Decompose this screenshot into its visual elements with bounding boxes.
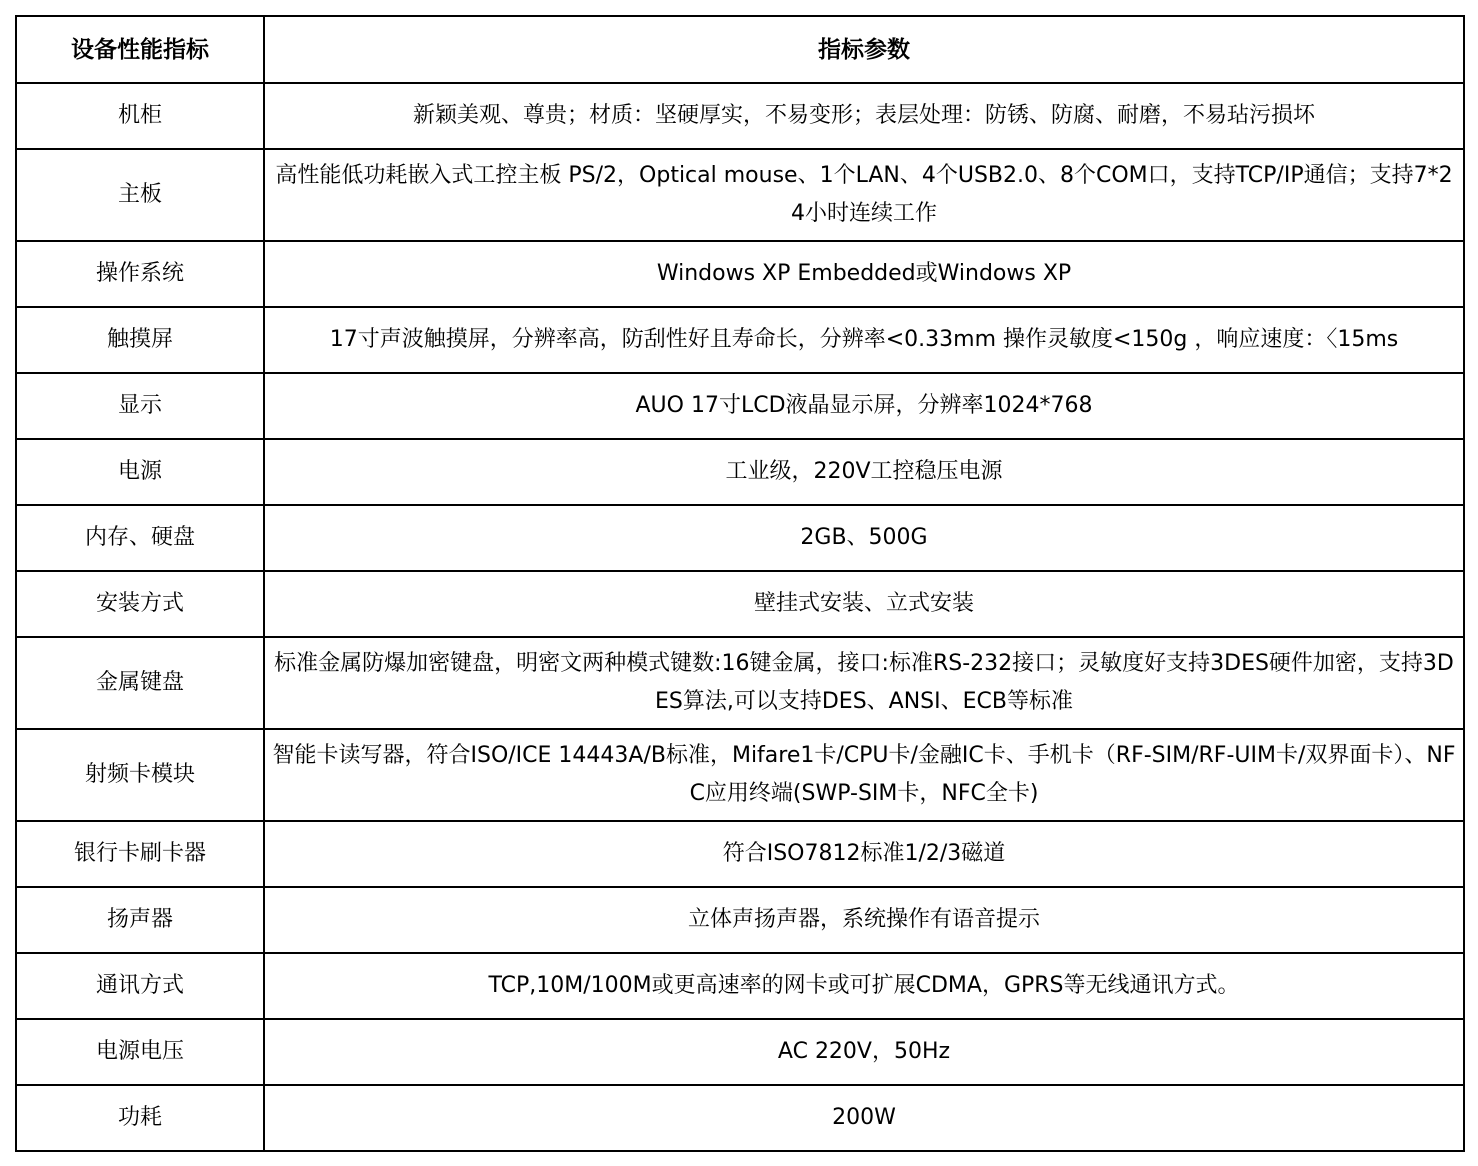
table-row	[16, 1085, 1464, 1151]
table-row	[16, 439, 1464, 505]
row-value: 新颖美观、尊贵；材质：坚硬厚实，不易变形；表层处理：防锈、防腐、耐磨，不易玷污损坏	[264, 83, 1464, 149]
table-row	[16, 505, 1464, 571]
row-name: 通讯方式	[16, 953, 264, 1019]
row-name: 电源	[16, 439, 264, 505]
table-row	[16, 307, 1464, 373]
table-header-row	[16, 16, 1464, 83]
table-row	[16, 83, 1464, 149]
table-row	[16, 1019, 1464, 1085]
row-value: 200W	[264, 1085, 1464, 1151]
row-name: 触摸屏	[16, 307, 264, 373]
row-name: 电源电压	[16, 1019, 264, 1085]
row-value: AC 220V，50Hz	[264, 1019, 1464, 1085]
row-name: 扬声器	[16, 887, 264, 953]
table-row	[16, 241, 1464, 307]
row-name: 银行卡刷卡器	[16, 821, 264, 887]
row-value: 立体声扬声器，系统操作有语音提示	[264, 887, 1464, 953]
table-row	[16, 953, 1464, 1019]
row-name: 功耗	[16, 1085, 264, 1151]
row-value: 符合ISO7812标准1/2/3磁道	[264, 821, 1464, 887]
row-name: 机柜	[16, 83, 264, 149]
row-value: TCP,10M/100M或更高速率的网卡或可扩展CDMA，GPRS等无线通讯方式。	[264, 953, 1464, 1019]
header-device-metric: 设备性能指标	[16, 16, 264, 83]
table-row	[16, 887, 1464, 953]
row-name: 安装方式	[16, 571, 264, 637]
header-metric-params: 指标参数	[264, 16, 1464, 83]
table-row	[16, 571, 1464, 637]
row-value: 壁挂式安装、立式安装	[264, 571, 1464, 637]
spec-table	[15, 15, 1465, 1152]
row-value: 17寸声波触摸屏，分辨率高，防刮性好且寿命长，分辨率<0.33mm 操作灵敏度<150g ，响应速度：〈15ms	[264, 307, 1464, 373]
table-row	[16, 373, 1464, 439]
row-value: Windows XP Embedded或Windows XP	[264, 241, 1464, 307]
row-name: 操作系统	[16, 241, 264, 307]
row-name: 金属键盘	[16, 637, 264, 729]
row-name: 射频卡模块	[16, 729, 264, 821]
row-value: 标准金属防爆加密键盘，明密文两种模式键数:16键金属，接口:标准RS-232接口；灵敏度好支持3DES硬件加密，支持3DES算法,可以支持DES、ANSI、ECB等标准	[264, 637, 1464, 729]
row-name: 显示	[16, 373, 264, 439]
row-value: 工业级，220V工控稳压电源	[264, 439, 1464, 505]
table-row	[16, 821, 1464, 887]
row-value: 高性能低功耗嵌入式工控主板 PS/2，Optical mouse、1个LAN、4个USB2.0、8个COM口，支持TCP/IP通信；支持7*24小时连续工作	[264, 149, 1464, 241]
table-row	[16, 149, 1464, 241]
table-row	[16, 729, 1464, 821]
row-name: 主板	[16, 149, 264, 241]
row-value: 智能卡读写器，符合ISO/ICE 14443A/B标准，Mifare1卡/CPU卡/金融IC卡、手机卡（RF-SIM/RF-UIM卡/双界面卡）、NFC应用终端(SWP-SIM卡，NFC全卡)	[264, 729, 1464, 821]
table-row	[16, 637, 1464, 729]
row-value: 2GB、500G	[264, 505, 1464, 571]
row-name: 内存、硬盘	[16, 505, 264, 571]
row-value: AUO 17寸LCD液晶显示屏，分辨率1024*768	[264, 373, 1464, 439]
